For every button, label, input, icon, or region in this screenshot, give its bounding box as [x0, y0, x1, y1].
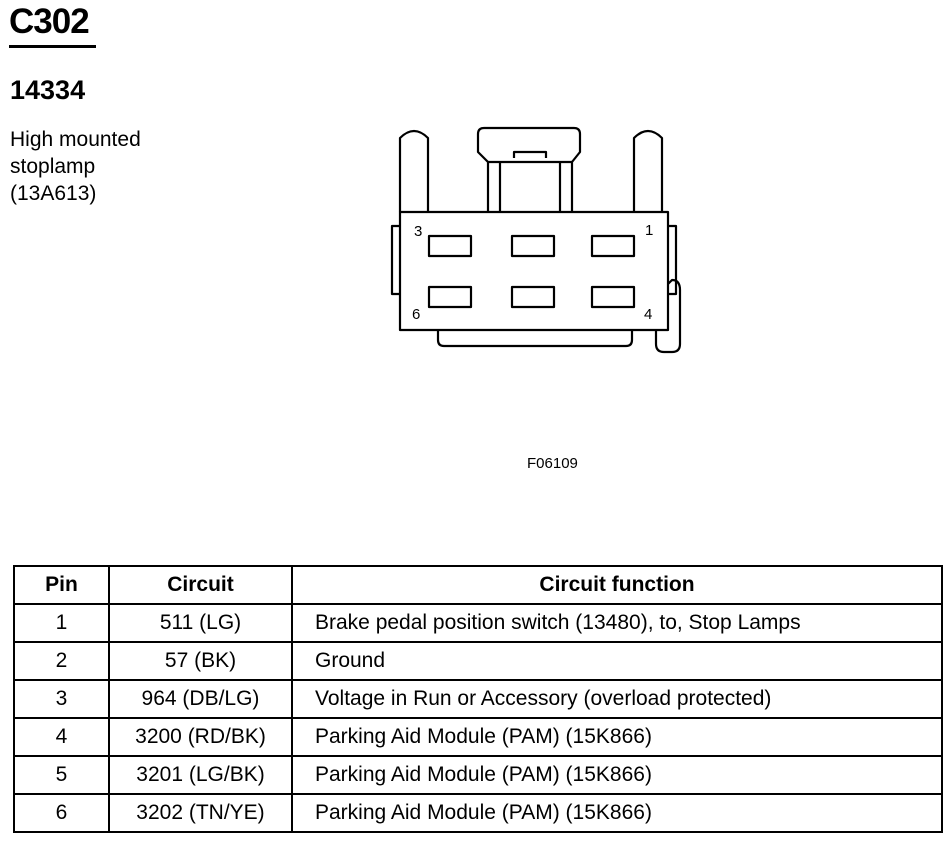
header-circuit-function: Circuit function [292, 566, 942, 604]
table-row [14, 718, 942, 756]
title-underline [9, 45, 96, 48]
cell-circuit: 964 (DB/LG) [109, 680, 292, 718]
header-circuit: Circuit [109, 566, 292, 604]
cell-pin: 1 [14, 604, 109, 642]
description-line-1: High mounted [10, 128, 141, 151]
pin-cavity-2 [512, 236, 554, 256]
right-latch-post [634, 131, 662, 212]
table-row [14, 604, 942, 642]
pin-cavity-3 [429, 236, 471, 256]
description-line-2: stoplamp [10, 155, 96, 178]
cell-pin: 3 [14, 680, 109, 718]
cell-circuit: 57 (BK) [109, 642, 292, 680]
table-row [14, 794, 942, 832]
cell-pin: 5 [14, 756, 109, 794]
pin-cavity-4 [592, 287, 634, 307]
cell-function: Brake pedal position switch (13480), to, Stop Lamps [292, 604, 942, 642]
cell-circuit: 3200 (RD/BK) [109, 718, 292, 756]
table-row [14, 756, 942, 794]
table-row [14, 680, 942, 718]
connector-base [438, 330, 632, 346]
pin-label-6: 6 [412, 306, 421, 323]
pin-table [13, 565, 943, 833]
cell-function: Ground [292, 642, 942, 680]
cell-pin: 2 [14, 642, 109, 680]
cell-function: Parking Aid Module (PAM) (15K866) [292, 718, 942, 756]
cell-pin: 6 [14, 794, 109, 832]
cell-function: Parking Aid Module (PAM) (15K866) [292, 756, 942, 794]
part-number: 14334 [10, 75, 86, 105]
pin-label-3: 3 [414, 223, 423, 240]
pin-cavity-6 [429, 287, 471, 307]
left-latch-post [400, 131, 428, 212]
pin-cavity-5 [512, 287, 554, 307]
cell-circuit: 3201 (LG/BK) [109, 756, 292, 794]
cell-pin: 4 [14, 718, 109, 756]
cell-function: Voltage in Run or Accessory (overload protected) [292, 680, 942, 718]
table-row [14, 642, 942, 680]
pin-label-1: 1 [645, 222, 654, 239]
connector-id: C302 [9, 2, 89, 41]
pin-label-4: 4 [644, 306, 653, 323]
figure-code: F06109 [527, 455, 578, 472]
cell-circuit: 511 (LG) [109, 604, 292, 642]
connector-face-diagram [380, 118, 690, 358]
table-header-row [14, 566, 942, 604]
cell-function: Parking Aid Module (PAM) (15K866) [292, 794, 942, 832]
description-line-3: (13A613) [10, 182, 97, 205]
top-latch [478, 128, 580, 212]
cell-circuit: 3202 (TN/YE) [109, 794, 292, 832]
connector-description [10, 126, 141, 207]
pin-cavity-1 [592, 236, 634, 256]
connector-body [400, 212, 668, 330]
header-pin: Pin [14, 566, 109, 604]
